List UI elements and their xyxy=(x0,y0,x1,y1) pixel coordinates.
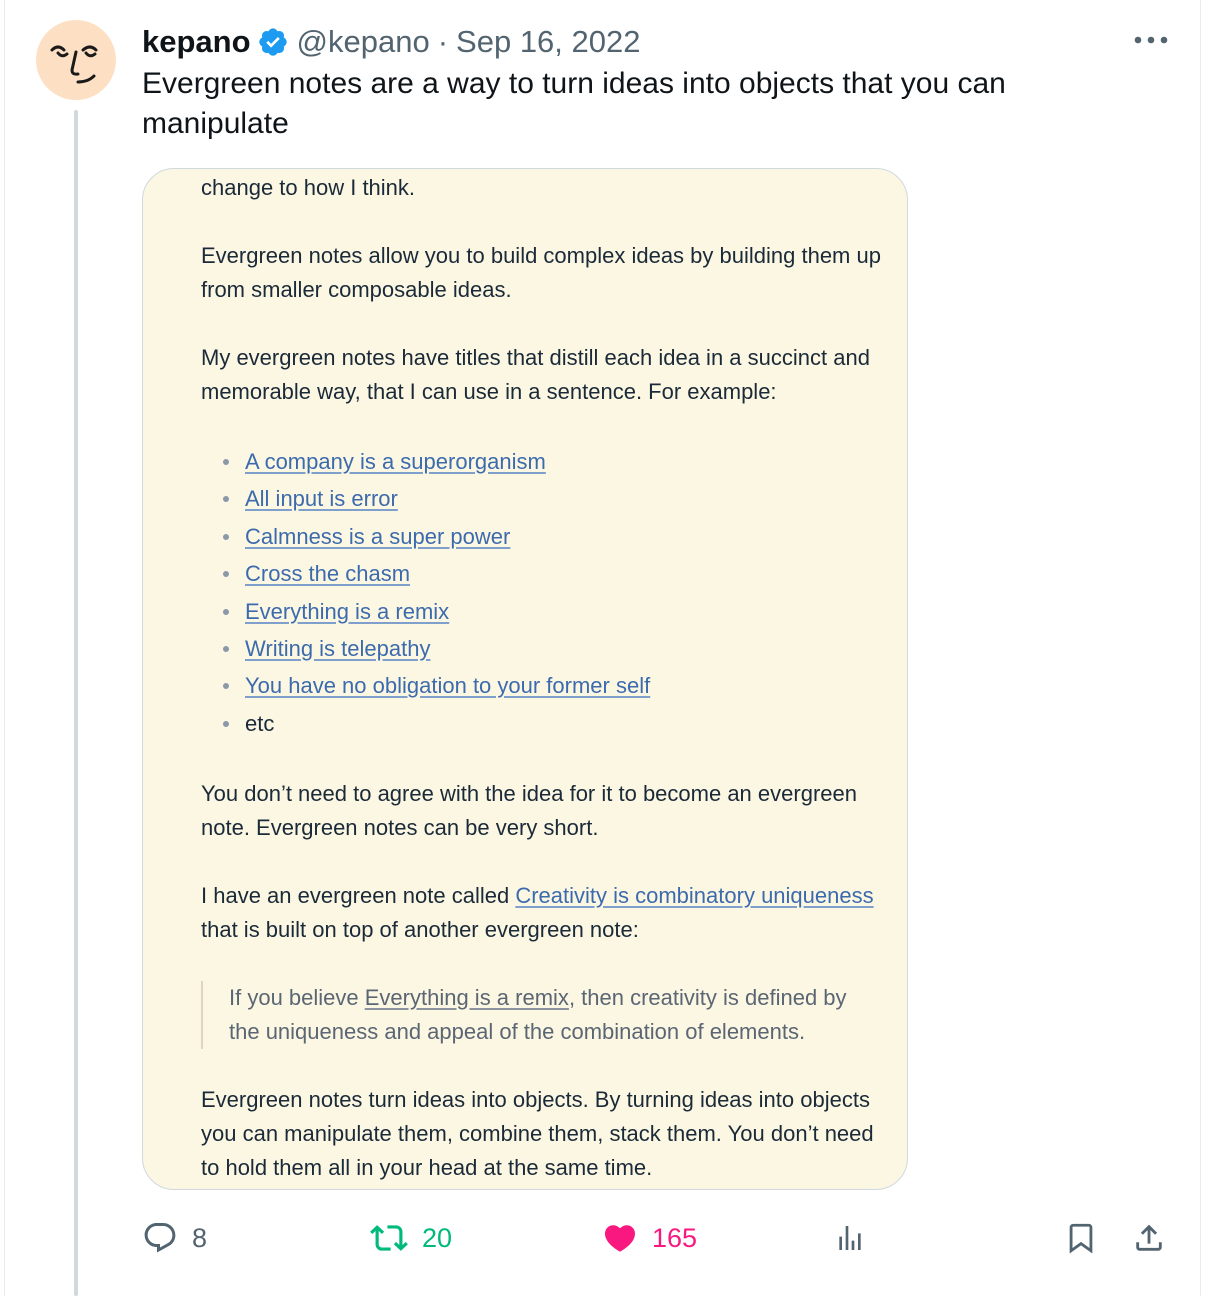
bullet-icon xyxy=(223,721,229,727)
note-link[interactable]: Cross the chasm xyxy=(245,561,411,587)
retweet-count: 20 xyxy=(422,1222,453,1253)
bullet-icon xyxy=(223,609,229,615)
text-span: , then creativity is defined by the uniqueness and appeal of the combination of elements. xyxy=(229,985,847,1044)
note-paragraph: My evergreen notes have titles that distill each idea in a succinct and memorable way, that I can use in a sentence. For example: xyxy=(201,345,870,404)
heart-icon xyxy=(602,1220,638,1256)
blockquote xyxy=(201,981,869,1049)
bookmark-button[interactable] xyxy=(1064,1214,1098,1262)
retweet-icon xyxy=(370,1219,408,1257)
views-button[interactable] xyxy=(834,1214,866,1262)
list-item xyxy=(201,480,650,517)
note-link[interactable]: Writing is telepathy xyxy=(245,635,431,661)
handle[interactable]: @kepano xyxy=(296,24,430,59)
note-link[interactable]: A company is a superorganism xyxy=(245,449,546,474)
reply-icon xyxy=(142,1220,178,1256)
action-bar xyxy=(142,1214,1172,1262)
divider xyxy=(4,0,5,1296)
bullet-icon xyxy=(223,459,229,465)
note-link[interactable]: Calmness is a super power xyxy=(245,523,511,549)
list-item xyxy=(201,630,650,667)
note-paragraph: Evergreen notes turn ideas into objects. By turning ideas into objects you can manipulate them, combine them, stack them. You don’t need to hold them all in your head at the same time. xyxy=(201,1087,874,1180)
list-item-text: etc xyxy=(245,710,275,736)
text-span: I have an evergreen note called xyxy=(201,883,516,908)
bookmark-icon xyxy=(1064,1221,1098,1255)
timestamp[interactable]: Sep 16, 2022 xyxy=(456,24,641,59)
note-paragraph: Evergreen notes allow you to build complex ideas by building them up from smaller composable ideas. xyxy=(201,243,881,302)
text-span: that is built on top of another evergreen note: xyxy=(201,917,639,942)
list-item xyxy=(201,705,650,742)
bullet-icon xyxy=(223,646,229,652)
list-item xyxy=(201,667,650,704)
retweet-button[interactable] xyxy=(370,1214,452,1262)
list-item xyxy=(201,555,650,592)
bullet-icon xyxy=(223,496,229,502)
note-list xyxy=(201,443,650,742)
avatar[interactable] xyxy=(36,20,116,100)
list-item xyxy=(201,518,650,555)
text-span: If you believe xyxy=(229,985,365,1010)
views-icon xyxy=(834,1222,866,1254)
note-link[interactable]: All input is error xyxy=(245,486,398,512)
note-paragraph: You don’t need to agree with the idea for it to become an evergreen note. Evergreen notes can be very short. xyxy=(201,781,857,840)
reply-count: 8 xyxy=(192,1222,208,1253)
share-button[interactable] xyxy=(1132,1214,1166,1262)
share-icon xyxy=(1132,1221,1166,1255)
avatar-face-icon xyxy=(36,20,116,100)
verified-badge-icon xyxy=(257,26,289,58)
reply-button[interactable] xyxy=(142,1214,207,1262)
bullet-icon xyxy=(223,683,229,689)
like-count: 165 xyxy=(652,1222,698,1253)
list-item xyxy=(201,443,650,480)
note-paragraph xyxy=(201,879,881,947)
note-link[interactable]: Everything is a remix xyxy=(364,985,569,1010)
tweet-text: Evergreen notes are a way to turn ideas into objects that you can manipulate xyxy=(142,67,1006,140)
like-button[interactable] xyxy=(602,1214,697,1262)
note-link[interactable]: You have no obligation to your former self xyxy=(245,673,651,699)
display-name[interactable]: kepano xyxy=(142,24,251,59)
more-icon[interactable] xyxy=(1130,22,1172,58)
bullet-icon xyxy=(223,571,229,577)
bullet-icon xyxy=(223,534,229,540)
list-item xyxy=(201,593,650,630)
note-link[interactable]: Creativity is combinatory uniqueness xyxy=(515,883,874,908)
thread-line xyxy=(74,110,78,1296)
tweet-header xyxy=(142,22,641,62)
note-link[interactable]: Everything is a remix xyxy=(245,598,450,624)
divider xyxy=(1200,0,1201,1296)
separator: · xyxy=(437,24,449,59)
note-paragraph: change to how I think. xyxy=(201,175,416,200)
media-card[interactable] xyxy=(142,168,908,1190)
